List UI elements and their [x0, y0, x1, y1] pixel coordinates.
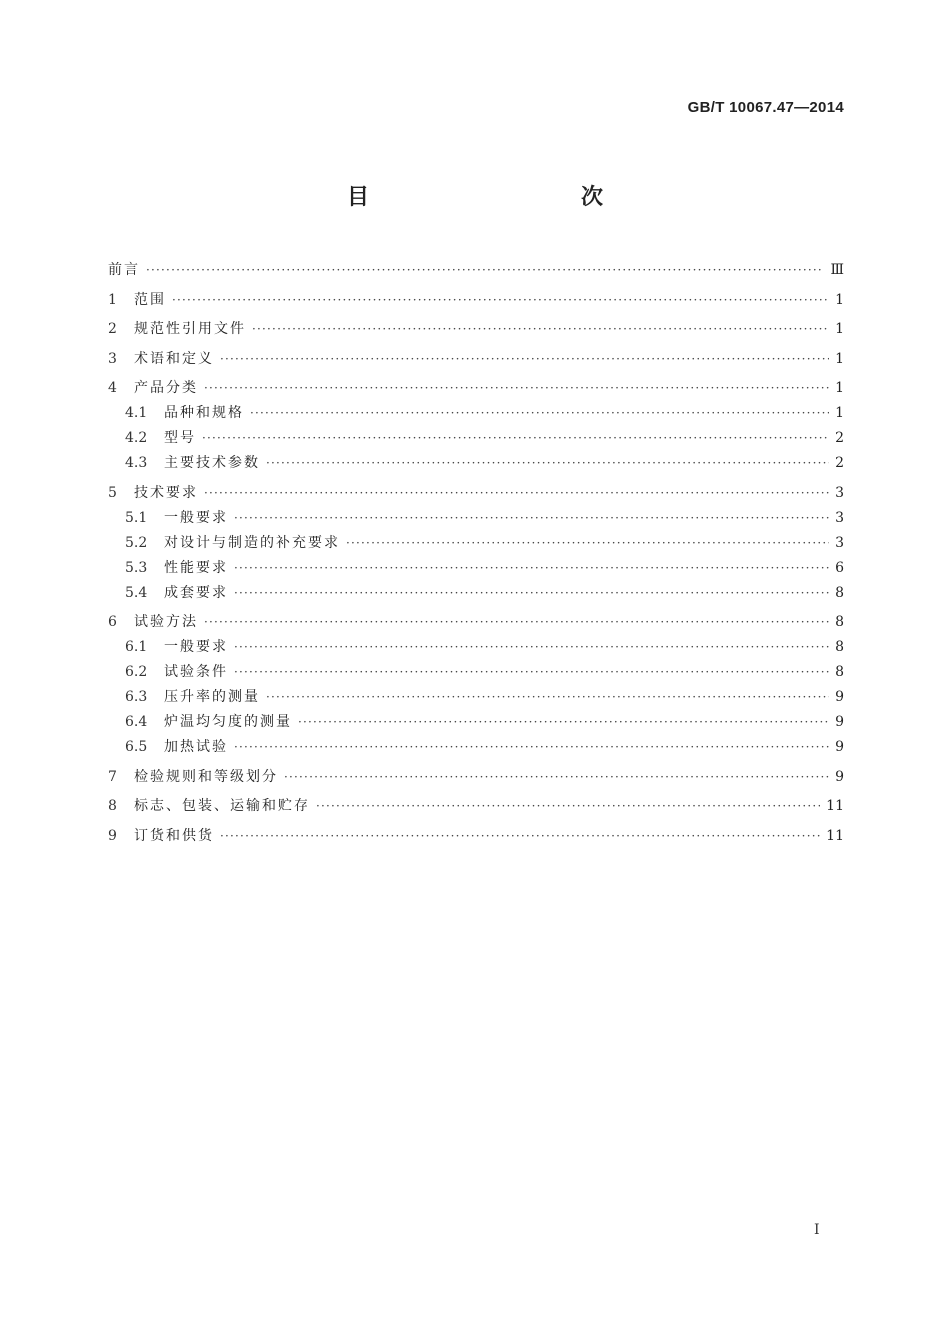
toc-entry-number: 4.1 [125, 405, 148, 421]
toc-entry-page: 2 [835, 455, 844, 471]
dot-leader [172, 288, 829, 312]
toc-entry-page: 8 [835, 639, 844, 655]
toc-entry-page: 9 [835, 689, 844, 705]
toc-entry-label: 试验条件 [164, 664, 228, 680]
toc-entry-page: 11 [826, 827, 844, 844]
toc-entry-page: 3 [835, 509, 844, 526]
dot-leader [266, 451, 829, 475]
toc-entry-label: 技术要求 [134, 484, 198, 501]
dot-leader [266, 685, 829, 709]
toc-entry-page: 1 [835, 321, 844, 337]
toc-entry[interactable] [108, 376, 844, 400]
toc-entry-page: 6 [835, 559, 844, 576]
toc-entry-page: 1 [835, 405, 844, 421]
toc-entry[interactable] [108, 288, 844, 312]
toc-entry-page: 8 [835, 584, 844, 601]
dot-leader [204, 610, 829, 634]
toc-entry-number: 5.1 [125, 509, 148, 526]
page-title: 目 次 [346, 185, 659, 210]
toc-subentry[interactable] [108, 556, 844, 580]
toc-entry-page: 9 [835, 739, 844, 755]
dot-leader [234, 660, 829, 684]
toc-entry-number: 5 [108, 484, 117, 501]
toc-entry-page: 8 [835, 614, 844, 630]
dot-leader [284, 765, 829, 789]
toc-entry-label: 压升率的测量 [164, 689, 260, 705]
dot-leader [204, 481, 829, 505]
toc-subentry[interactable] [108, 581, 844, 605]
dot-leader [234, 506, 829, 530]
toc-subentry[interactable] [108, 426, 844, 450]
dot-leader [234, 556, 829, 580]
toc-entry-number: 6.2 [125, 664, 148, 680]
toc-entry-label: 前言 [108, 262, 140, 278]
dot-leader [252, 317, 829, 341]
toc-entry-number: 6.3 [125, 689, 148, 705]
toc-entry-label: 订货和供货 [134, 827, 214, 844]
toc-entry-number: 3 [108, 350, 117, 367]
toc-entry-number: 6 [108, 614, 117, 630]
toc-subentry[interactable] [108, 735, 844, 759]
toc-entry-page: 9 [835, 768, 844, 785]
toc-entry[interactable] [108, 317, 844, 341]
toc-entry-page: 1 [835, 350, 844, 367]
dot-leader [316, 794, 820, 818]
toc-entry-label: 一般要求 [164, 639, 228, 655]
toc-entry[interactable] [108, 765, 844, 789]
dot-leader [298, 710, 829, 734]
toc-entry-page: 3 [835, 534, 844, 551]
dot-leader [220, 824, 820, 848]
toc-entry-page: 3 [835, 484, 844, 501]
toc-entry-label: 品种和规格 [164, 405, 244, 421]
toc-entry-page: Ⅲ [830, 262, 844, 278]
toc-entry-label: 主要技术参数 [164, 455, 260, 471]
page-number: Ⅰ [814, 1222, 820, 1238]
toc-entry[interactable] [108, 610, 844, 634]
toc-subentry[interactable] [108, 685, 844, 709]
toc-entry-label: 型号 [164, 430, 196, 446]
toc-entry[interactable] [108, 258, 844, 282]
dot-leader [234, 735, 829, 759]
toc-entry-number: 4 [108, 380, 117, 396]
dot-leader [146, 258, 824, 282]
toc-entry-number: 8 [108, 798, 117, 814]
toc-entry-number: 9 [108, 827, 117, 844]
toc-entry-number: 7 [108, 768, 117, 785]
dot-leader [234, 581, 829, 605]
dot-leader [346, 531, 829, 555]
toc-entry-page: 1 [835, 380, 844, 396]
toc-entry-label: 范围 [134, 291, 166, 308]
toc-entry-label: 一般要求 [164, 509, 228, 526]
toc-entry-label: 对设计与制造的补充要求 [164, 534, 340, 551]
toc-entry-label: 性能要求 [164, 559, 228, 576]
toc-entry-page: 9 [835, 714, 844, 730]
toc-subentry[interactable] [108, 401, 844, 425]
toc-entry-page: 8 [835, 664, 844, 680]
dot-leader [202, 426, 829, 450]
toc-subentry[interactable] [108, 635, 844, 659]
dot-leader [250, 401, 829, 425]
toc-subentry[interactable] [108, 660, 844, 684]
toc-entry-number: 6.4 [125, 714, 148, 730]
toc-entry-number: 2 [108, 321, 117, 337]
toc-entry[interactable] [108, 794, 844, 818]
toc-entry-number: 5.4 [125, 584, 148, 601]
toc-entry-label: 标志、包装、运输和贮存 [134, 798, 310, 814]
toc-entry-label: 加热试验 [164, 739, 228, 755]
table-of-contents [108, 258, 844, 848]
toc-entry-number: 6.1 [125, 639, 148, 655]
toc-entry[interactable] [108, 481, 844, 505]
toc-entry-label: 术语和定义 [134, 350, 214, 367]
toc-entry-label: 成套要求 [164, 584, 228, 601]
toc-entry-page: 1 [835, 291, 844, 308]
toc-subentry[interactable] [108, 531, 844, 555]
toc-entry-label: 试验方法 [134, 614, 198, 630]
toc-entry-label: 炉温均匀度的测量 [164, 714, 292, 730]
toc-entry-page: 2 [835, 430, 844, 446]
toc-entry-number: 4.2 [125, 430, 148, 446]
toc-entry-page: 11 [826, 798, 844, 814]
toc-subentry[interactable] [108, 451, 844, 475]
toc-entry-number: 1 [108, 291, 117, 308]
toc-subentry[interactable] [108, 506, 844, 530]
toc-entry-label: 检验规则和等级划分 [134, 768, 278, 785]
standard-number: GB/T 10067.47—2014 [687, 99, 844, 116]
toc-subentry[interactable] [108, 710, 844, 734]
toc-entry-label: 产品分类 [134, 380, 198, 396]
dot-leader [234, 635, 829, 659]
toc-entry[interactable] [108, 347, 844, 371]
toc-entry-number: 5.2 [125, 534, 148, 551]
toc-entry[interactable] [108, 824, 844, 848]
toc-entry-label: 规范性引用文件 [134, 321, 246, 337]
dot-leader [204, 376, 829, 400]
toc-entry-number: 4.3 [125, 455, 148, 471]
toc-entry-number: 6.5 [125, 739, 148, 755]
toc-entry-number: 5.3 [125, 559, 148, 576]
dot-leader [220, 347, 829, 371]
